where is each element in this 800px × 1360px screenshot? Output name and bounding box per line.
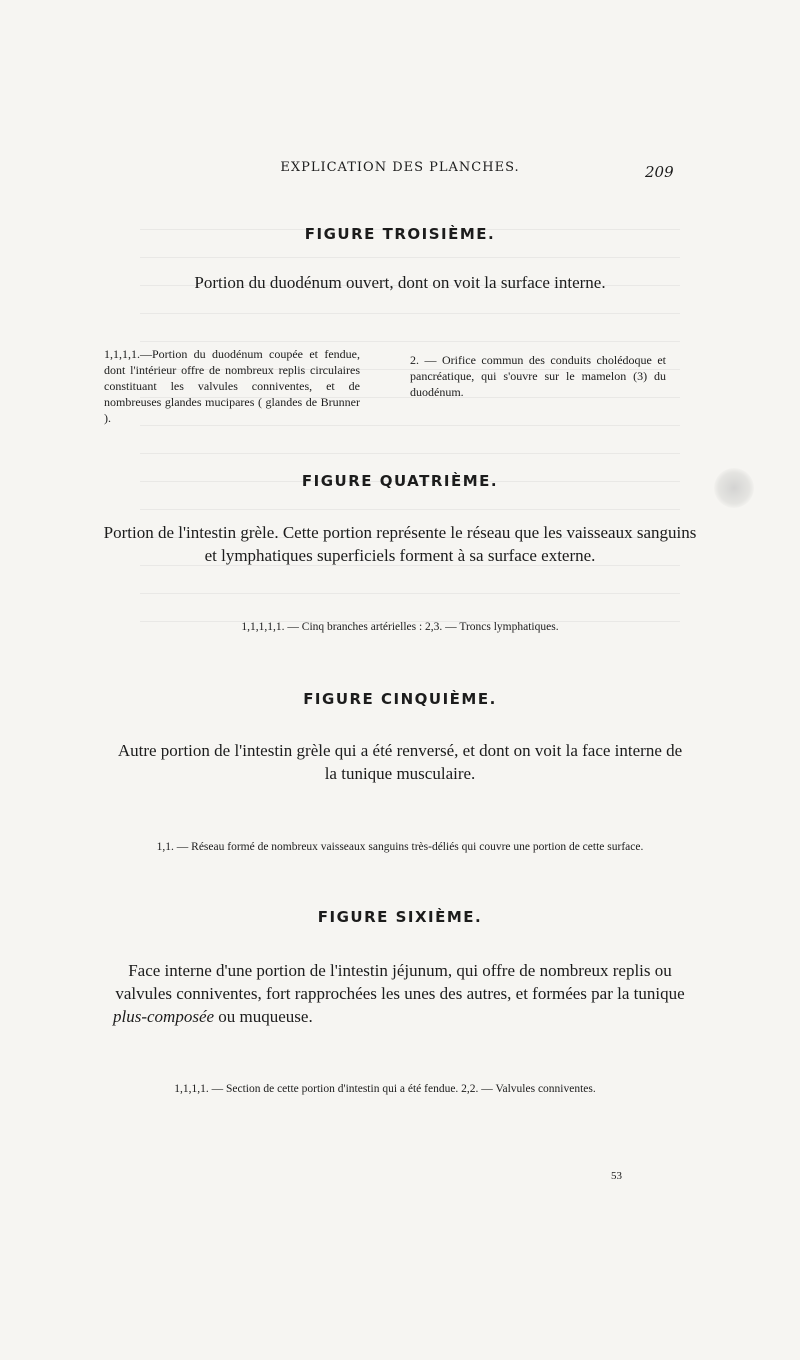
figure-4-caption-line-1: Portion de l'intestin grèle. Cette portion représente le réseau que les vaisseaux sanguins xyxy=(103,523,697,542)
figure-6-title: FIGURE SIXIÈME. xyxy=(317,908,483,926)
figure-5-caption-line-2: la tunique musculaire. xyxy=(324,764,476,783)
figure-5-caption-line-1: Autre portion de l'intestin grèle qui a été renversé, et dont on voit la face interne de xyxy=(117,741,683,760)
figure-5-legend: 1,1. — Réseau formé de nombreux vaisseaux sanguins très-déliés qui couvre une portion de cette surface. xyxy=(156,841,644,853)
italic-term: plus-composée xyxy=(113,1007,215,1026)
caption-rest: ou muqueuse. xyxy=(214,1007,313,1026)
figure-3-caption: Portion du duodénum ouvert, dont on voit la surface interne. xyxy=(194,273,606,292)
figure-3-legend-right: 2. — Orifice commun des conduits cholédoque et pancréatique, qui s'ouvre sur le mamelon (3) du duodénum. xyxy=(410,353,666,399)
page-number: 209 xyxy=(645,163,674,181)
figure-3-title: FIGURE TROISIÈME. xyxy=(304,225,496,243)
figure-4-title: FIGURE QUATRIÈME. xyxy=(301,472,499,490)
figure-4-caption-line-2: et lymphatiques superficiels forment à sa surface externe. xyxy=(204,546,596,565)
running-title: EXPLICATION DES PLANCHES. xyxy=(280,160,520,175)
figure-4-legend: 1,1,1,1,1. — Cinq branches artérielles : 2,3. — Troncs lymphatiques. xyxy=(241,621,559,633)
figure-6-legend: 1,1,1,1. — Section de cette portion d'intestin qui a été fendue. 2,2. — Valvules conniventes. xyxy=(174,1083,596,1095)
figure-5-title: FIGURE CINQUIÈME. xyxy=(303,690,497,708)
figure-6-caption-line-2: valvules conniventes, fort rapprochées les unes des autres, et formées par la tunique xyxy=(115,984,685,1003)
figure-6-caption-line-3 xyxy=(113,1006,513,1028)
figure-6-caption-line-1: Face interne d'une portion de l'intestin jéjunum, qui offre de nombreux replis ou xyxy=(128,961,672,980)
figure-3-legend-left: 1,1,1,1.—Portion du duodénum coupée et fendue, dont l'intérieur offre de nombreux replis circulaires constituant les valvules conniventes, et de nombreuses glandes mucipares ( glandes de Brunner ). xyxy=(104,347,360,425)
signature-mark: 53 xyxy=(611,1170,622,1182)
